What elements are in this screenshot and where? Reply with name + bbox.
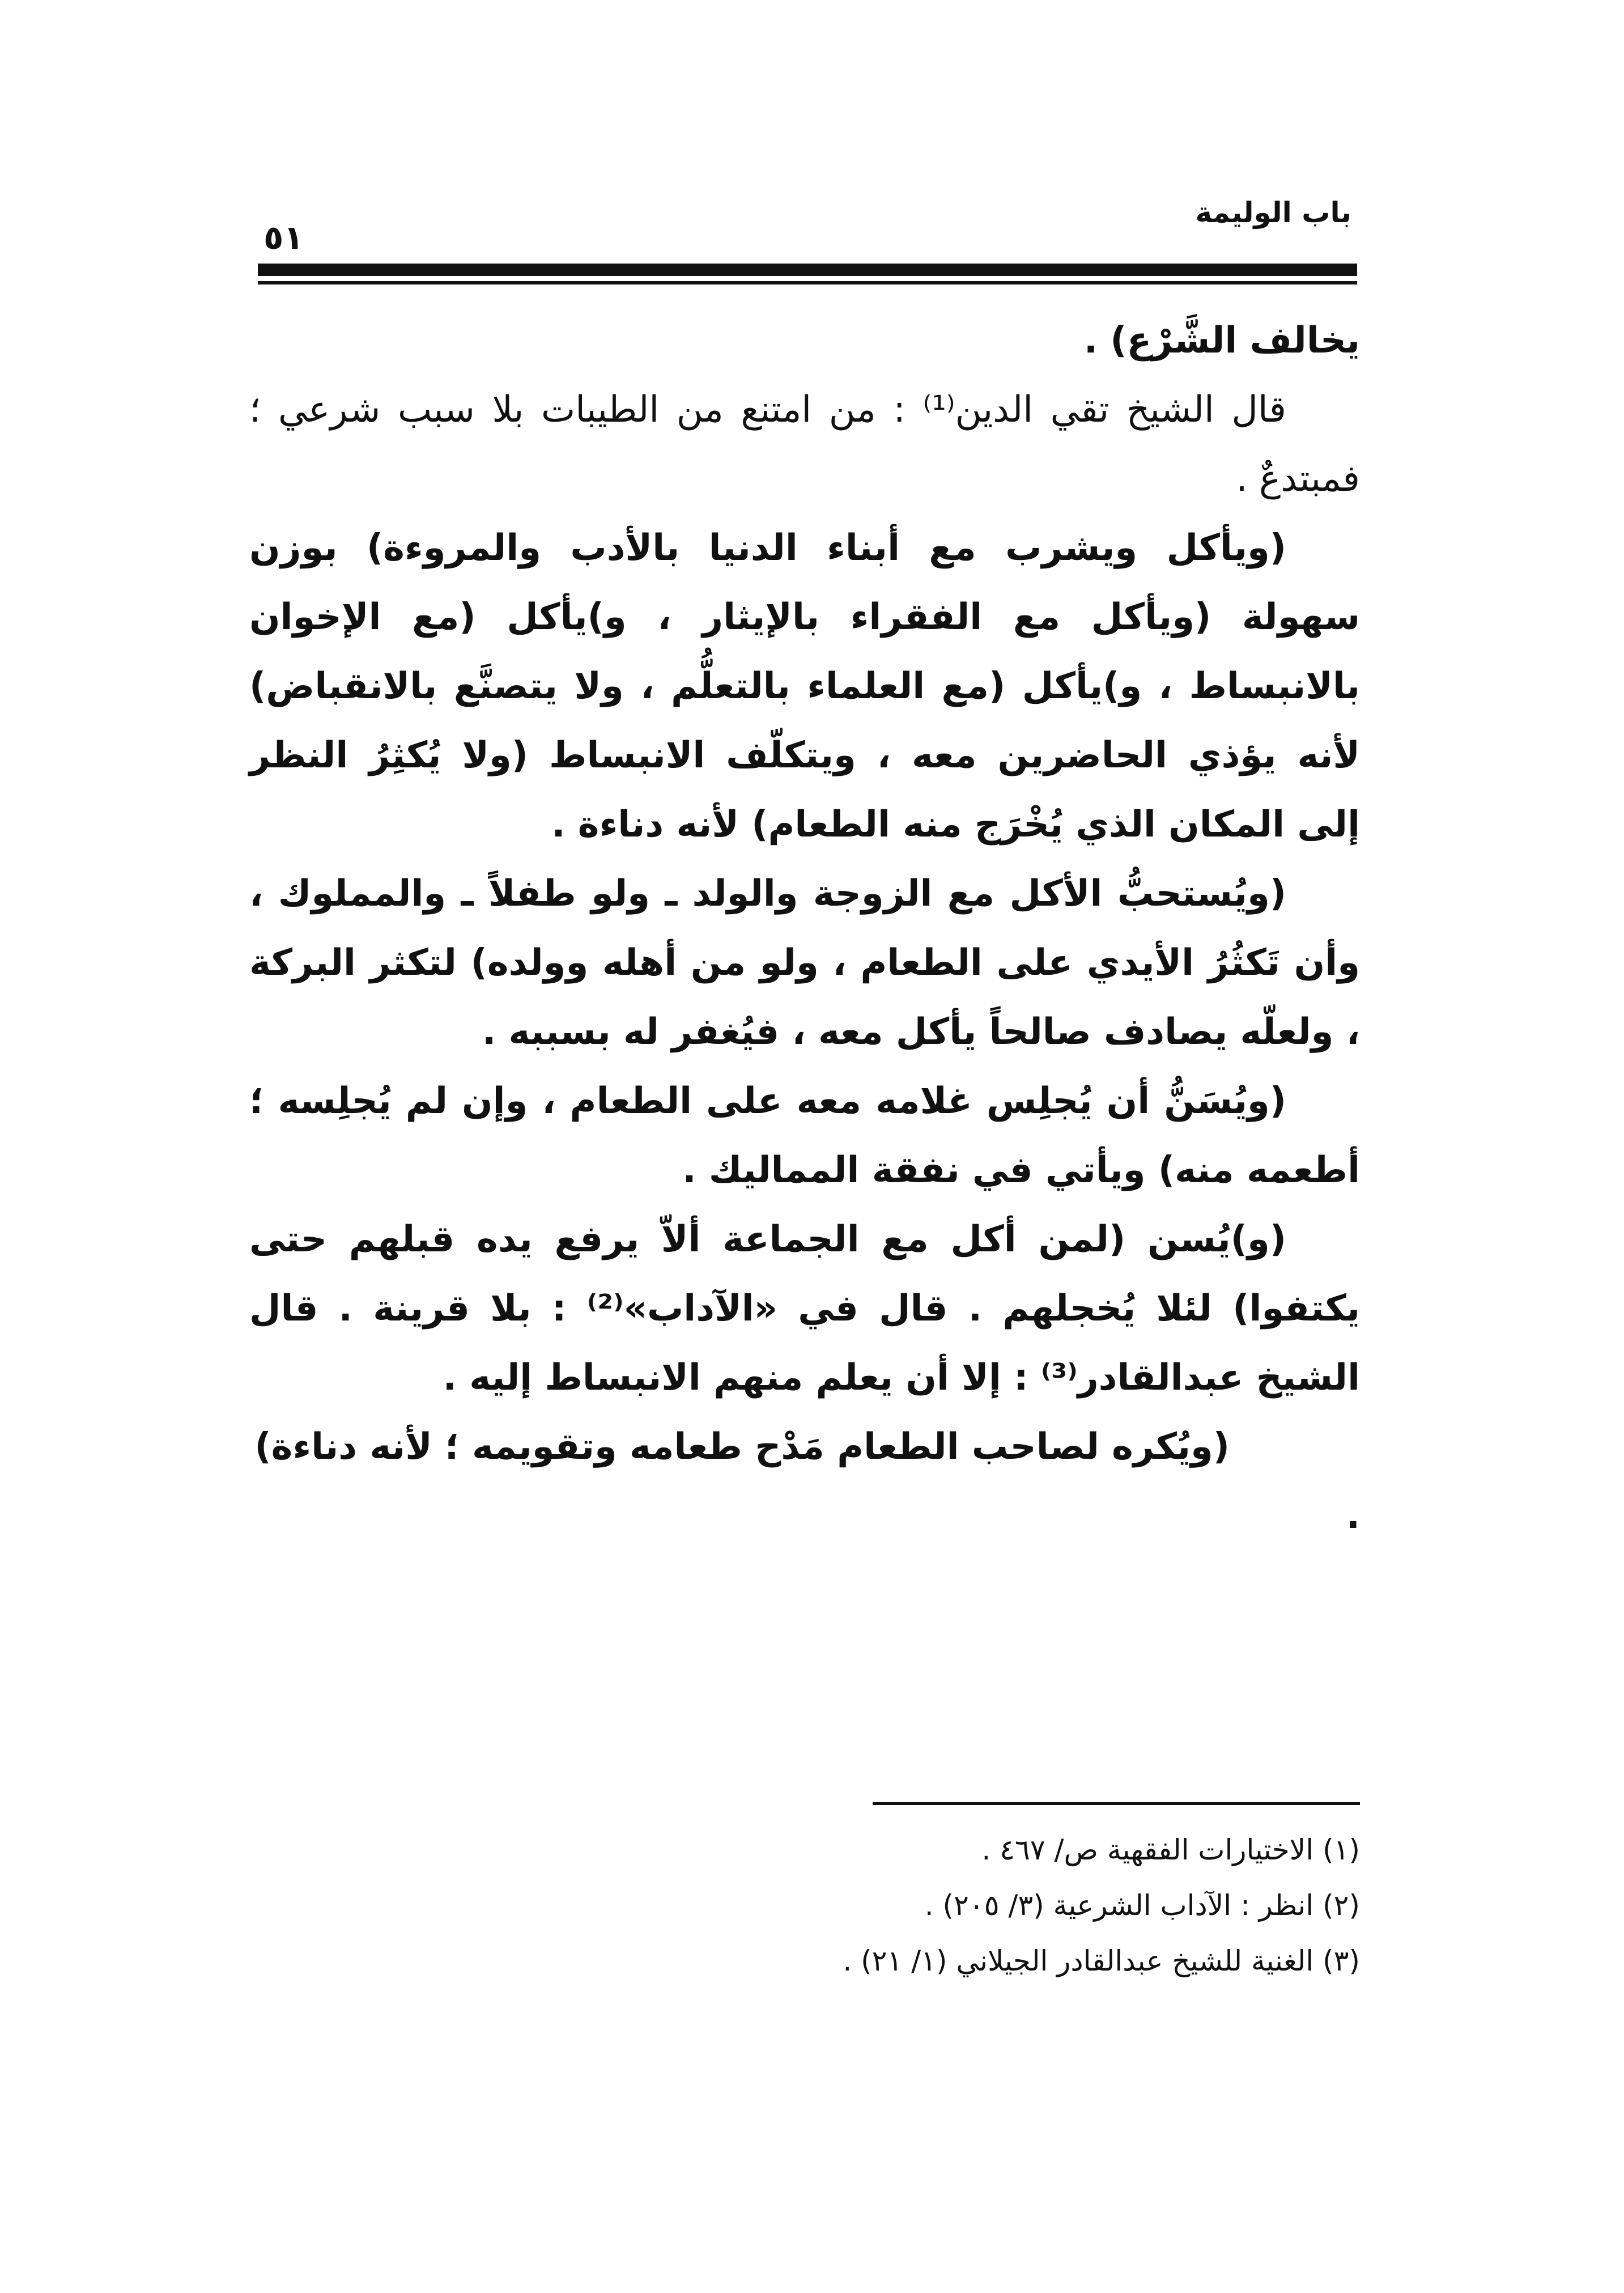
footnotes (249, 1822, 1360, 1989)
paragraph: (ويُكره لصاحب الطعام مَدْح طعامه وتقويمه ؛ لأنه دناءة) . (254, 1426, 1360, 1537)
running-head: باب الوليمة (1195, 196, 1351, 229)
paragraph: (ويُسَنُّ أن يُجلِس غلامه معه على الطعام ، وإن لم يُجلِسه ؛ أطعمه منه) ويأتي في نفقة المماليك . (249, 1080, 1360, 1191)
header-rule-thick (258, 264, 1357, 276)
paragraph: (ويأكل ويشرب مع أبناء الدنيا بالأدب والمروءة) بوزن سهولة (ويأكل مع الفقراء بالإيثار ، و)يأكل (مع الإخوان بالانبساط ، و)يأكل (مع العلماء بالتعلُّم ، ولا يتصنَّع بالانقباض) لأنه يؤذي الحاضرين معه ، ويتكلّف الانبساط (ولا يُكثِرُ النظر إلى المكان الذي يُخْرَج منه الطعام) لأنه دناءة . (249, 527, 1360, 846)
page-header (258, 198, 1357, 261)
footnote: (٣) الغنية للشيخ عبدالقادر الجيلاني (١/ ٢١) . (843, 1944, 1360, 1977)
main-text (249, 306, 1360, 1551)
paragraph: (و)يُسن (لمن أكل مع الجماعة ألاّ يرفع يده قبلهم حتى يكتفوا) لئلا يُخجلهم . قال في «الآداب»⁽²⁾ : بلا قرينة . قال الشيخ عبدالقادر⁽³⁾ : إلا أن يعلم منهم الانبساط إليه . (249, 1218, 1361, 1399)
paragraph: (ويُستحبُّ الأكل مع الزوجة والولد ـ ولو طفلاً ـ والمملوك ، وأن تَكثُرُ الأيدي على الطعام ، ولو من أهله وولده) لتكثر البركة ، ولعلّه يصادف صالحاً يأكل معه ، فيُغفر له بسببه . (249, 873, 1360, 1053)
footnote: (١) الاختيارات الفقهية ص/ ٤٦٧ . (981, 1833, 1360, 1866)
paragraph: يخالف الشَّرْع) . (1083, 320, 1360, 362)
footnote-separator (873, 1802, 1360, 1805)
header-rule-thin (258, 281, 1357, 284)
page-number: ٥١ (263, 218, 304, 257)
footnote: (٢) انظر : الآداب الشرعية (٣/ ٢٠٥) . (924, 1889, 1360, 1922)
paragraph: قال الشيخ تقي الدين⁽¹⁾ : من امتنع من الطيبات بلا سبب شرعي ؛ فمبتدعٌ . (249, 389, 1360, 500)
